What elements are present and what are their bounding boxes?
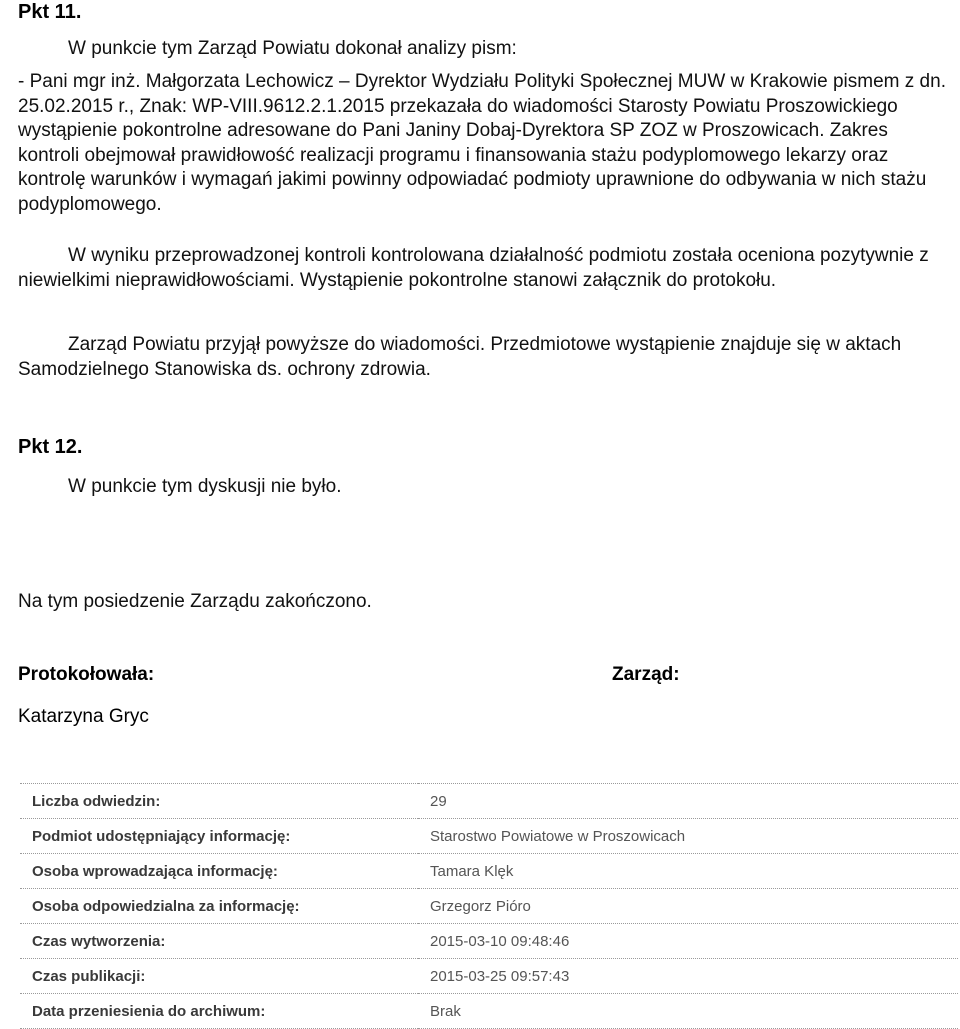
table-row [20, 854, 958, 889]
pkt12-text: W punkcie tym dyskusji nie było. [68, 476, 342, 497]
meta-label: Czas publikacji: [20, 959, 418, 994]
table-row [20, 889, 958, 924]
table-row [20, 994, 958, 1029]
metadata-table [20, 783, 958, 1029]
meta-value: 2015-03-25 09:57:43 [418, 959, 958, 994]
meta-value: Grzegorz Pióro [418, 889, 958, 924]
meta-value: Brak [418, 994, 958, 1029]
meta-label: Data przeniesienia do archiwum: [20, 994, 418, 1029]
pkt11-decision: Zarząd Powiatu przyjął powyższe do wiadomości. Przedmiotowe wystąpienie znajduje się w aktach Samodzielnego Stanowiska ds. ochrony zdrowia. [18, 334, 902, 380]
pkt11-result: W wyniku przeprowadzonej kontroli kontrolowana działalność podmiotu została oceniona pozytywnie z niewielkimi nieprawidłowościami. Wystąpienie pokontrolne stanowi załącznik do protokołu. [18, 245, 929, 291]
meta-label: Liczba odwiedzin: [20, 784, 418, 819]
meta-value: Starostwo Powiatowe w Proszowicach [418, 819, 958, 854]
meta-value: Tamara Klęk [418, 854, 958, 889]
board-label: Zarząd: [612, 664, 680, 685]
pkt11-item1: - Pani mgr inż. Małgorzata Lechowicz – Dyrektor Wydziału Polityki Społecznej MUW w Krakowie pismem z dn. 25.02.2015 r., Znak: WP-VIII.9612.2.1.2015 przekazała do wiadomości Starosty Powiatu Proszowickiego wystąpienie pokontrolne adresowane do Pani Janiny Dobaj-Dyrektora SP ZOZ w Proszowicach. Zakres kontroli obejmował prawidłowość realizacji programu i finansowania stażu podyplomowego lekarzy oraz kontrolę warunków i wymagań jakimi powinny odpowiadać podmioty uprawnione do odbywania w nich stażu podyplomowego. [18, 71, 946, 215]
meta-label: Osoba wprowadzająca informację: [20, 854, 418, 889]
meta-value: 29 [418, 784, 958, 819]
table-row [20, 924, 958, 959]
closing-statement: Na tym posiedzenie Zarządu zakończono. [18, 591, 372, 612]
table-row [20, 959, 958, 994]
meta-label: Czas wytworzenia: [20, 924, 418, 959]
table-row [20, 819, 958, 854]
table-row [20, 784, 958, 819]
section-heading-pkt12: Pkt 12. [18, 436, 83, 458]
pkt11-intro: W punkcie tym Zarząd Powiatu dokonał analizy pism: [68, 38, 517, 59]
meta-label: Osoba odpowiedzialna za informację: [20, 889, 418, 924]
protocol-label: Protokołowała: [18, 664, 155, 685]
protocol-name: Katarzyna Gryc [18, 706, 149, 727]
meta-label: Podmiot udostępniający informację: [20, 819, 418, 854]
meta-value: 2015-03-10 09:48:46 [418, 924, 958, 959]
section-heading-pkt11: Pkt 11. [18, 1, 82, 23]
